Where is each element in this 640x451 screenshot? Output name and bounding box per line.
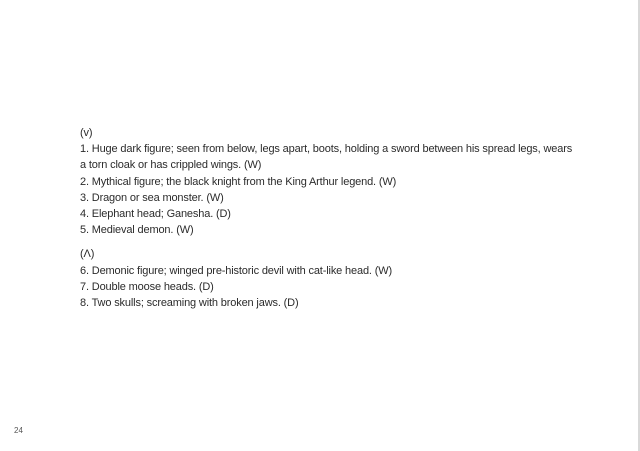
list-item: 7. Double moose heads. (D) bbox=[80, 280, 214, 293]
list-item: 1. Huge dark figure; seen from below, legs apart, boots, holding a sword between his spread legs, wears a torn cloak or has crippled wings. (W) bbox=[80, 143, 573, 172]
list-item: 4. Elephant head; Ganesha. (D) bbox=[80, 208, 231, 221]
list-item: 2. Mythical figure; the black knight from the King Arthur legend. (W) bbox=[80, 175, 397, 188]
section-heading: (v) bbox=[80, 127, 93, 139]
list-item: 8. Two skulls; screaming with broken jaws. (D) bbox=[80, 297, 299, 310]
section-v bbox=[80, 125, 580, 238]
page-content bbox=[80, 125, 580, 311]
section-lambda bbox=[80, 246, 580, 311]
list-item: 5. Medieval demon. (W) bbox=[80, 224, 194, 237]
section-heading: (Λ) bbox=[80, 248, 95, 261]
list-item: 3. Dragon or sea monster. (W) bbox=[80, 191, 224, 204]
page-number: 24 bbox=[14, 426, 23, 435]
list-item: 6. Demonic figure; winged pre-historic devil with cat-like head. (W) bbox=[80, 264, 392, 277]
